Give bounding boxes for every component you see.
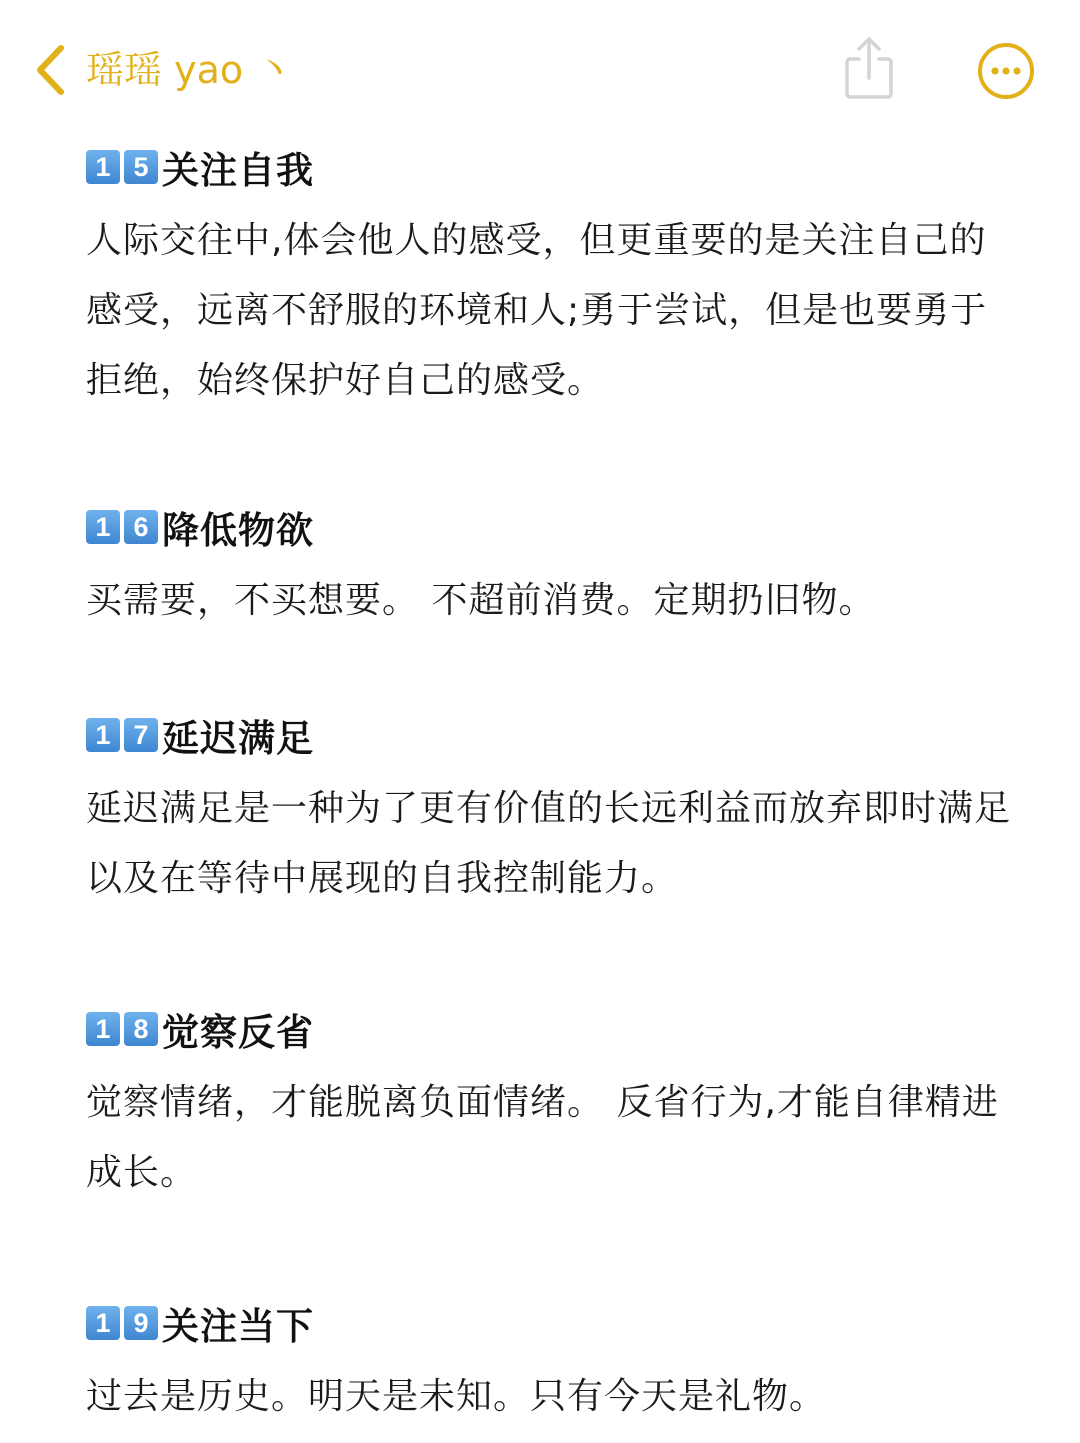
more-options-button[interactable]	[976, 41, 1036, 101]
more-icon	[976, 41, 1036, 101]
section-body: 觉察情绪，才能脱离负面情绪。 反省行为,才能自律精进成长。	[86, 1082, 999, 1193]
digit-badge: 6	[124, 510, 158, 544]
number-badge	[86, 1306, 158, 1340]
section-heading	[86, 706, 1016, 764]
section-heading	[86, 1000, 1016, 1058]
number-badge	[86, 510, 158, 544]
chevron-left-icon	[33, 44, 67, 96]
share-button[interactable]	[840, 34, 898, 104]
number-badge	[86, 718, 158, 752]
section-heading	[86, 498, 1016, 556]
section-title: 延迟满足	[162, 717, 314, 760]
digit-badge: 1	[86, 718, 120, 752]
section-16	[86, 498, 1016, 636]
section-19	[86, 1294, 1016, 1432]
digit-badge: 9	[124, 1306, 158, 1340]
section-heading	[86, 138, 1016, 196]
author-name[interactable]: 瑶瑶 yao 丶	[86, 48, 294, 92]
digit-badge: 7	[124, 718, 158, 752]
number-badge	[86, 150, 158, 184]
digit-badge: 1	[86, 1012, 120, 1046]
digit-badge: 5	[124, 150, 158, 184]
section-heading	[86, 1294, 1016, 1352]
note-content	[86, 138, 1016, 1432]
section-body: 买需要，不买想要。 不超前消费。定期扔旧物。	[86, 580, 876, 621]
digit-badge: 8	[124, 1012, 158, 1046]
section-body: 过去是历史。明天是未知。只有今天是礼物。	[86, 1376, 827, 1417]
top-navigation-bar	[0, 0, 1080, 140]
section-body: 人际交往中,体会他人的感受，但更重要的是关注自己的感受，远离不舒服的环境和人;勇于尝试，但是也要勇于拒绝，始终保护好自己的感受。	[86, 220, 988, 401]
section-title: 降低物欲	[162, 509, 314, 552]
back-button[interactable]	[28, 42, 72, 98]
share-icon	[840, 34, 898, 104]
section-17	[86, 706, 1016, 914]
section-title: 关注自我	[162, 149, 314, 192]
digit-badge: 1	[86, 510, 120, 544]
section-title: 觉察反省	[162, 1011, 314, 1054]
digit-badge: 1	[86, 1306, 120, 1340]
section-title: 关注当下	[162, 1305, 314, 1348]
section-18	[86, 1000, 1016, 1208]
section-15	[86, 138, 1016, 416]
number-badge	[86, 1012, 158, 1046]
section-body: 延迟满足是一种为了更有价值的长远利益而放弃即时满足以及在等待中展现的自我控制能力。	[86, 788, 1012, 899]
digit-badge: 1	[86, 150, 120, 184]
